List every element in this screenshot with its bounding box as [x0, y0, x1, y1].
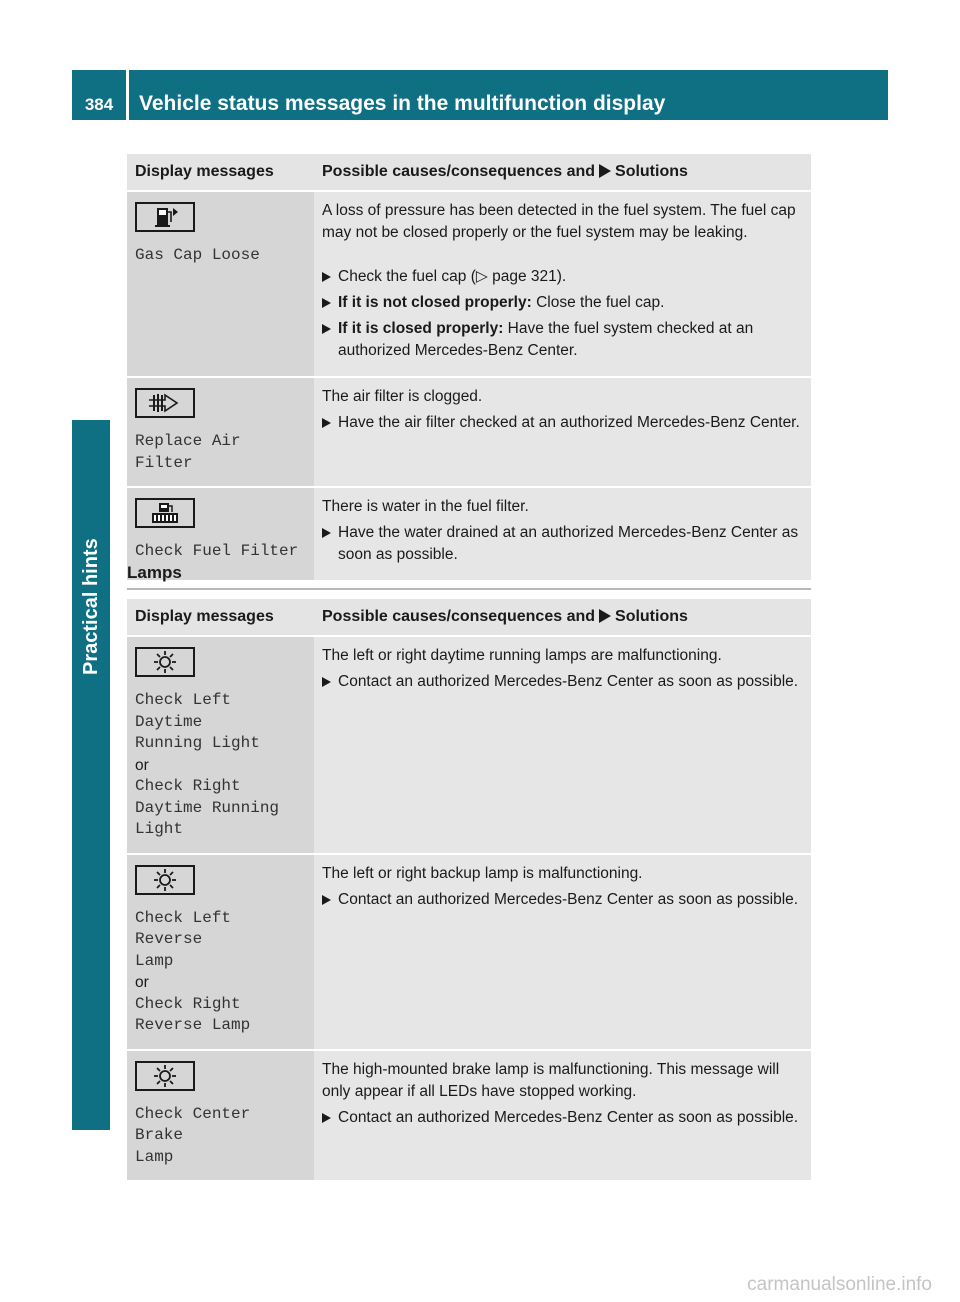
side-tab-block — [72, 420, 110, 470]
display-message-cell — [127, 1050, 314, 1182]
step-text: Have the air filter checked at an authorized Mercedes-Benz Center. — [338, 414, 800, 431]
display-message-cell — [127, 854, 314, 1050]
step-text: Close the fuel cap. — [531, 294, 665, 311]
section-heading-lamps: Lamps — [127, 563, 811, 590]
column-header-causes-label: Possible causes/consequences and — [322, 608, 596, 625]
table-header-row — [127, 599, 811, 636]
description-text: There is water in the fuel filter. — [322, 498, 529, 515]
solution-arrow-icon — [599, 609, 611, 623]
display-message-text: Check Fuel Filter — [135, 542, 299, 560]
step-arrow-icon — [322, 1113, 331, 1123]
step-text: Contact an authorized Mercedes-Benz Center as soon as possible. — [338, 1108, 799, 1126]
description-cell — [314, 191, 811, 377]
description-text: A loss of pressure has been detected in the fuel system. The fuel cap may not be closed properly or the fuel system may be leaking. — [322, 202, 796, 241]
page-title: Vehicle status messages in the multifunction display — [139, 92, 666, 115]
table-row — [127, 854, 811, 1050]
solution-step — [322, 889, 803, 911]
display-message-text: Check Right Daytime Running Light — [135, 777, 280, 838]
display-message-cell — [127, 636, 314, 854]
header-divider — [126, 70, 129, 120]
solution-step — [322, 266, 803, 288]
display-message-text: Check Right Reverse Lamp — [135, 994, 251, 1034]
step-text: Contact an authorized Mercedes-Benz Center as soon as possible. — [338, 673, 799, 690]
solution-step — [322, 318, 803, 362]
step-arrow-icon — [322, 528, 331, 538]
or-separator: or — [135, 756, 149, 774]
column-header-display: Display messages — [127, 599, 314, 636]
table-header-row — [127, 154, 811, 191]
table-row — [127, 636, 811, 854]
solution-step — [322, 522, 803, 566]
side-tab-label: Practical hints — [80, 538, 102, 675]
step-condition: If it is not closed properly: — [338, 294, 532, 311]
description-cell — [314, 1050, 811, 1182]
lamp-icon — [135, 865, 195, 895]
description-text: The high-mounted brake lamp is malfunctioning. This message will only appear if all LEDs have stopped working. — [322, 1060, 780, 1100]
description-text: The left or right backup lamp is malfunctioning. — [322, 864, 643, 882]
step-arrow-icon — [322, 418, 331, 428]
solution-step — [322, 671, 803, 693]
display-message-text: Replace Air Filter — [135, 432, 241, 472]
description-cell — [314, 854, 811, 1050]
table-row — [127, 377, 811, 487]
display-message-text: Gas Cap Loose — [135, 246, 260, 264]
solution-step — [322, 1107, 803, 1129]
solution-step — [322, 292, 803, 314]
step-text: Check the fuel cap (▷ page 321). — [338, 268, 567, 285]
fuel-messages-table — [127, 154, 811, 582]
fuel-filter-icon — [135, 498, 195, 528]
solution-arrow-icon — [599, 164, 611, 178]
air-filter-icon — [135, 388, 195, 418]
fuel-cap-icon — [135, 202, 195, 232]
step-arrow-icon — [322, 324, 331, 334]
step-text: Contact an authorized Mercedes-Benz Center as soon as possible. — [338, 890, 799, 908]
column-header-solutions-label: Solutions — [615, 163, 688, 180]
lamp-messages-table — [127, 599, 811, 1182]
or-separator: or — [135, 974, 149, 991]
description-text: The left or right daytime running lamps are malfunctioning. — [322, 647, 722, 664]
display-message-cell — [127, 377, 314, 487]
page-number: 384 — [84, 95, 114, 114]
display-message-text: Check Left Reverse Lamp — [135, 908, 232, 970]
column-header-causes-label: Possible causes/consequences and — [322, 163, 596, 180]
lamp-icon — [135, 1061, 195, 1091]
step-condition: If it is closed properly: — [338, 320, 504, 337]
table-row — [127, 1050, 811, 1182]
display-message-text: Check Left Daytime Running Light — [135, 691, 260, 752]
step-arrow-icon — [322, 677, 331, 687]
solution-step — [322, 412, 803, 434]
lamp-icon — [135, 647, 195, 677]
step-arrow-icon — [322, 298, 331, 308]
column-header-causes — [314, 154, 811, 191]
description-text: The air filter is clogged. — [322, 388, 483, 405]
display-message-cell — [127, 191, 314, 377]
column-header-display: Display messages — [127, 154, 314, 191]
step-text: Have the fuel system checked at an authorized Mercedes-Benz Center. — [338, 320, 754, 359]
step-arrow-icon — [322, 272, 331, 282]
column-header-causes — [314, 599, 811, 636]
step-text: Have the water drained at an authorized Mercedes-Benz Center as soon as possible. — [338, 524, 799, 563]
description-cell — [314, 636, 811, 854]
description-cell — [314, 377, 811, 487]
table-row — [127, 191, 811, 377]
column-header-solutions-label: Solutions — [615, 608, 688, 625]
step-arrow-icon — [322, 895, 331, 905]
display-message-text: Check Center Brake Lamp — [135, 1104, 251, 1166]
watermark: carmanualsonline.info — [747, 1274, 932, 1295]
